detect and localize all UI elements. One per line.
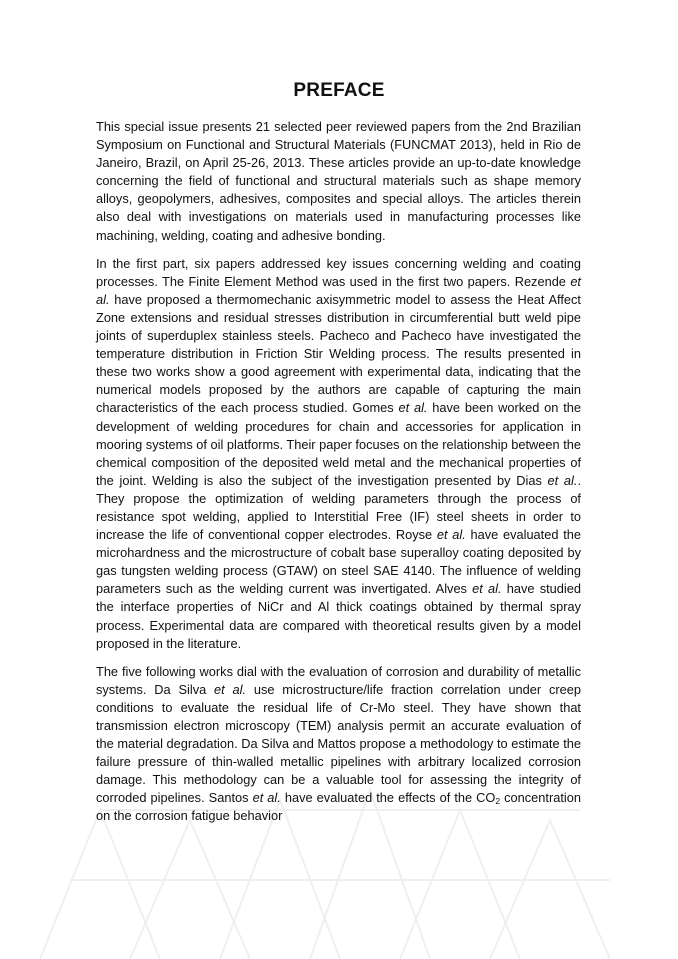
italic-text: et al. — [252, 790, 281, 806]
italic-text: et al. — [214, 681, 247, 697]
italic-text: et al. — [398, 400, 428, 416]
text-run: have studied the interface properties of NiCr and Al thick coatings obtained by thermal spray process. Experimental data are compared with theoretical results given by a model proposed in the literature. — [96, 581, 581, 651]
italic-text: et al. — [547, 472, 578, 488]
paragraph — [96, 255, 581, 653]
text-run: The five following works dial with the evaluation of corrosion and durability of metallic systems. Da Silva — [96, 663, 581, 697]
text-run: concentration on the corrosion fatigue behavior — [96, 790, 581, 824]
italic-text: et al. — [472, 581, 502, 597]
body-text — [96, 118, 581, 836]
text-run: have evaluated the microhardness and the microstructure of cobalt base superalloy coating deposited by gas tungsten welding process (GTAW) on steel SAE 4140. The influence of welding parameters such as the welding current was invertigated. Alves — [96, 527, 581, 597]
paragraph — [96, 118, 581, 245]
text-run: . They propose the optimization of welding parameters through the process of resistance spot welding, applied to Interstitial Free (IF) steel sheets in order to increase the life of conventional copper electrodes. Royse — [96, 472, 581, 543]
paragraph — [96, 663, 581, 826]
subscript-text: 2 — [495, 796, 501, 807]
text-run: have proposed a thermomechanic axisymmetric model to assess the Heat Affect Zone extensions and residual stresses distribution in circumferential butt weld pipe joints of superduplex stainless steels. Pacheco and Pacheco have investigated the temperature distribution in Friction Stir Welding process. The results presented in these two works show a good agreement with experimental data, indicating that the numerical models proposed by the authors are capable of capturing the main characteristics of the each process studied. Gomes — [96, 291, 581, 416]
text-run: have evaluated the effects of the CO — [280, 790, 496, 806]
italic-text: et al. — [436, 527, 466, 543]
page-title: PREFACE — [293, 80, 385, 101]
text-run: have been worked on the development of welding procedures for chain and accessories for application in mooring systems of oil platforms. Their paper focuses on the relationship between the chemical composition of the deposited weld metal and the mechanical properties of the joint. Welding is also the subject of the investigation presented by Dias — [96, 400, 581, 488]
text-run: In the first part, six papers addressed key issues concerning welding and coating processes. The Finite Element Method was used in the first two papers. Rezende — [96, 255, 581, 289]
italic-text: et al. — [96, 273, 581, 307]
text-run: use microstructure/life fraction correlation under creep conditions to evaluate the residual life of Cr-Mo steel. They have shown that transmission electron microscopy (TEM) analysis permit an accurate evaluation of the material degradation. Da Silva and Mattos propose a methodology to estimate the failure pressure of thin-walled metallic pipelines with arbitrary localized corrosion damage. This methodology can be a valuable tool for assessing the integrity of corroded pipelines. Santos — [96, 681, 581, 806]
text-run: This special issue presents 21 selected peer reviewed papers from the 2nd Brazilian Symposium on Functional and Structural Materials (FUNCMAT 2013), held in Rio de Janeiro, Brazil, on April 25-26, 2013. These articles provide an up-to-date knowledge concerning the field of functional and structural materials such as shape memory alloys, geopolymers, adhesives, composites and special alloys. The articles therein also deal with investigations on materials used in manufacturing processes like machining, welding, coating and adhesive bonding. — [96, 119, 581, 243]
